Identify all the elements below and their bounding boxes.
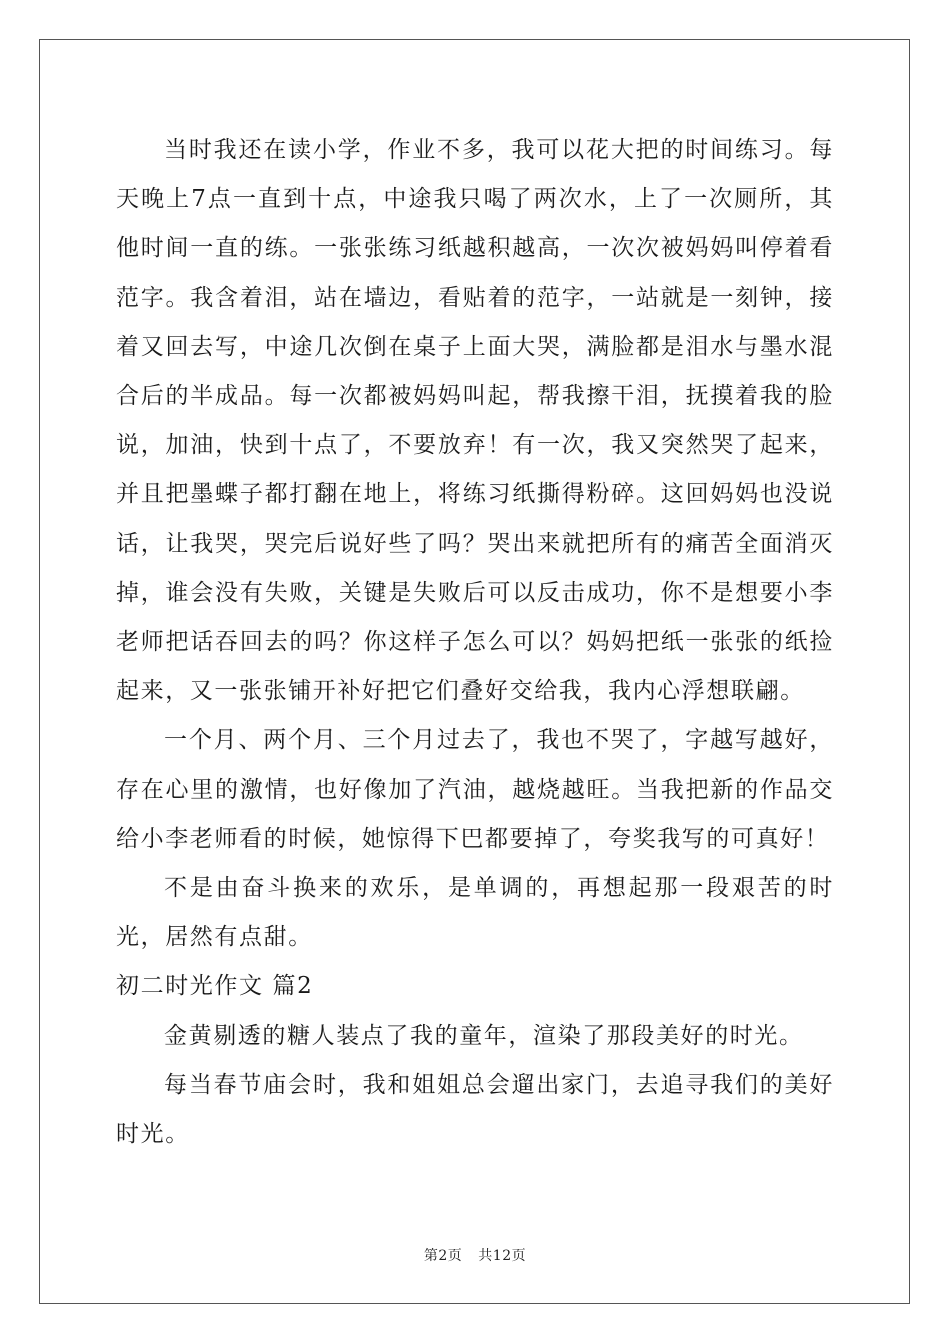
paragraph-4: 金黄剔透的糖人装点了我的童年，渲染了那段美好的时光。 bbox=[164, 1022, 804, 1049]
current-page-label: 第2页 bbox=[423, 1248, 463, 1264]
paragraph-5: 每当春节庙会时，我和姐姐总会遛出家门，去追寻我们的美好时光。 bbox=[116, 1071, 834, 1148]
total-pages-label: 共12页 bbox=[478, 1248, 527, 1264]
paragraph-3: 不是由奋斗换来的欢乐，是单调的，再想起那一段艰苦的时光，居然有点甜。 bbox=[116, 875, 834, 951]
section-heading: 初二时光作文 篇2 bbox=[116, 973, 314, 1000]
document-body bbox=[116, 126, 834, 1159]
paragraph-1: 当时我还在读小学，作业不多，我可以花大把的时间练习。每天晚上7点一直到十点，中途我只喝了两次水，上了一次厕所，其他时间一直的练。一张张练习纸越积越高，一次次被妈妈叫停着看范字。我含着泪，站在墙边，看贴着的范字，一站就是一刻钟，接着又回去写，中途几次倒在桌子上面大哭，满脸都是泪水与墨水混合后的半成品。每一次都被妈妈叫起，帮我擦干泪，抚摸着我的脸说，加油，快到十点了，不要放弃！有一次，我又突然哭了起来，并且把墨蝶子都打翻在地上，将练习纸撕得粉碎。这回妈妈也没说话，让我哭，哭完后说好些了吗？哭出来就把所有的痛苦全面消灭掉，谁会没有失败，关键是失败后可以反击成功，你不是想要小李老师把话吞回去的吗？你这样子怎么可以？妈妈把纸一张张的纸捡起来，又一张张铺开补好把它们叠好交给我，我内心浮想联翩。 bbox=[116, 137, 834, 705]
paragraph-2: 一个月、两个月、三个月过去了，我也不哭了，字越写越好，存在心里的激情，也好像加了汽油，越烧越旺。当我把新的作品交给小李老师看的时候，她惊得下巴都要掉了，夸奖我写的可真好！ bbox=[116, 727, 834, 852]
page-footer bbox=[0, 1245, 950, 1265]
